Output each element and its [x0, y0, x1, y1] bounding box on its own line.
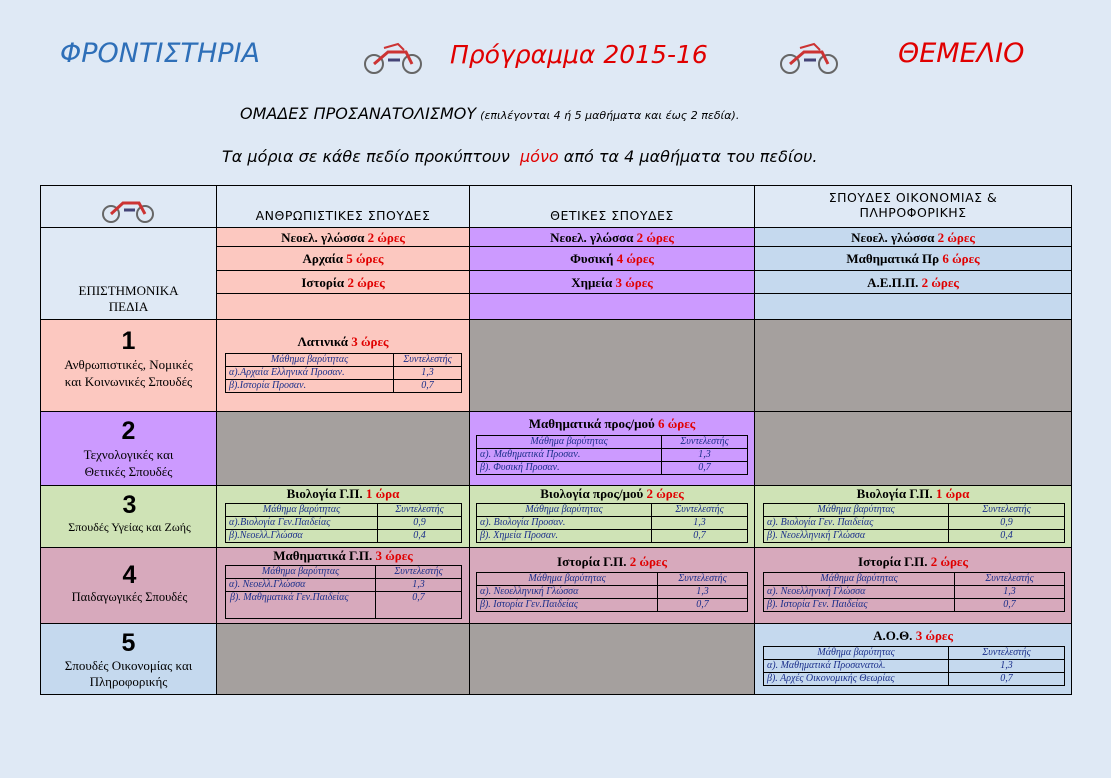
subtitle-groups: ΟΜΑΔΕΣ ΠΡΟΣΑΝΑΤΟΛΙΣΜΟΥ (επιλέγονται 4 ή 5 μαθήματα και έως 2 πεδία). — [240, 104, 740, 123]
weights-table: Μάθημα βαρύτητας Συντελεστής α).Αρχαία Ελληνικά Προσαν. 1,3 β).Ιστορία Προσαν. 0,7 — [225, 353, 462, 393]
subtitle-points: Τα μόρια σε κάθε πεδίο προκύπτουν μόνο από τα 4 μαθήματα του πεδίου. — [222, 147, 818, 166]
core-empty — [469, 293, 755, 320]
field-label: Σπουδές Οικονομίας και Πληροφορικής — [64, 657, 193, 690]
weights-table: Μάθημα βαρύτητας Συντελεστής α). Βιολογία Προσαν. 1,3 β). Χημεία Προσαν. 0,7 — [476, 503, 748, 543]
field-3-humanities: Βιολογία Γ.Π. 1 ώρα Μάθημα βαρύτητας Συντελεστής α).Βιολογία Γεν.Παιδείας 0,9 β).Νεοελλ.Γλώσσα 0,4 — [216, 485, 470, 548]
field-3-sciences: Βιολογία προς/μού 2 ώρες Μάθημα βαρύτητας Συντελεστής α). Βιολογία Προσαν. 1,3 β). Χημεία Προσαν. 0,7 — [469, 485, 755, 548]
col-header-sciences: ΘΕΤΙΚΕΣ ΣΠΟΥΔΕΣ — [469, 185, 755, 228]
empty-cell — [754, 411, 1072, 486]
brand-name: ΘΕΜΕΛΙΟ — [898, 38, 1025, 69]
field-4-economics: Ιστορία Γ.Π. 2 ώρες Μάθημα βαρύτητας Συντελεστής α). Νεοελληνική Γλώσσα 1,3 β). Ιστορία Γεν. Παιδείας 0,7 — [754, 547, 1072, 624]
brand-title: ΦΡΟΝΤΙΣΤΗΡΙΑ — [60, 38, 261, 69]
field-1-humanities: Λατινικά 3 ώρες Μάθημα βαρύτητας Συντελεστής α).Αρχαία Ελληνικά Προσαν. 1,3 β).Ιστορία Προσαν. 0,7 — [216, 319, 470, 412]
field-number: 5 — [121, 629, 136, 657]
motorbike-logo-icon — [770, 38, 848, 76]
field-2-label-cell — [40, 411, 217, 486]
core-subject: Χημεία 3 ώρες — [469, 270, 755, 294]
program-title: Πρόγραμμα 2015-16 — [450, 40, 708, 69]
core-subject: Φυσική 4 ώρες — [469, 246, 755, 271]
field-2-sciences: Μαθηματικά προς/μού 6 ώρες Μάθημα βαρύτητας Συντελεστής α). Μαθηματικά Προσαν. 1,3 β). Φυσική Προσαν. 0,7 — [469, 411, 755, 486]
core-empty — [216, 293, 470, 320]
empty-cell — [469, 623, 755, 695]
field-number: 4 — [122, 561, 137, 589]
weights-table: Μάθημα βαρύτητας Συντελεστής α). Μαθηματικά Προσανατολ. 1,3 β). Αρχές Οικονομικής Θεωρίας 0,7 — [763, 646, 1065, 686]
empty-cell — [754, 319, 1072, 412]
empty-cell — [469, 319, 755, 412]
field-label: Παιδαγωγικές Σπουδές — [71, 589, 188, 604]
empty-cell — [216, 623, 470, 695]
col-header-economics: ΣΠΟΥΔΕΣ ΟΙΚΟΝΟΜΙΑΣ & ΠΛΗΡΟΦΟΡΙΚΗΣ — [754, 185, 1072, 228]
core-subject: Νεοελ. γλώσσα 2 ώρες — [469, 227, 755, 247]
fields-label-cell — [40, 227, 217, 320]
core-subject: Νεοελ. γλώσσα 2 ώρες — [216, 227, 470, 247]
field-1-label-cell — [40, 319, 217, 412]
field-number: 3 — [122, 491, 137, 519]
core-subject: Α.Ε.Π.Π. 2 ώρες — [754, 270, 1072, 294]
field-number: 2 — [121, 417, 136, 445]
weights-table: Μάθημα βαρύτητας Συντελεστής α). Μαθηματικά Προσαν. 1,3 β). Φυσική Προσαν. 0,7 — [476, 435, 748, 475]
empty-cell — [216, 411, 470, 486]
core-subject: Νεοελ. γλώσσα 2 ώρες — [754, 227, 1072, 247]
field-5-label-cell — [40, 623, 217, 695]
core-empty — [754, 293, 1072, 320]
weights-table: Μάθημα βαρύτητας Συντελεστής α). Βιολογία Γεν. Παιδείας 0,9 β). Νεοελληνική Γλώσσα 0,4 — [763, 503, 1065, 543]
field-4-label-cell — [40, 547, 217, 624]
field-3-label-cell — [40, 485, 217, 548]
field-3-economics: Βιολογία Γ.Π. 1 ώρα Μάθημα βαρύτητας Συντελεστής α). Βιολογία Γεν. Παιδείας 0,9 β). Νεοελληνική Γλώσσα 0,4 — [754, 485, 1072, 548]
field-4-sciences: Ιστορία Γ.Π. 2 ώρες Μάθημα βαρύτητας Συντελεστής α). Νεοελληνική Γλώσσα 1,3 β). Ιστορία Γεν.Παιδείας 0,7 — [469, 547, 755, 624]
core-subject: Ιστορία 2 ώρες — [216, 270, 470, 294]
field-label: Ανθρωπιστικές, Νομικές και Κοινωνικές Σπουδές — [64, 356, 193, 390]
fields-label: ΕΠΙΣΤΗΜΟΝΙΚΑ ΠΕΔΙΑ — [78, 283, 179, 314]
field-4-humanities: Μαθηματικά Γ.Π. 3 ώρες Μάθημα βαρύτητας Συντελεστής α). Νεοελλ.Γλώσσα 1,3 β). Μαθηματικά Γεν.Παιδείας 0,7 — [216, 547, 470, 624]
field-5-economics: Α.Ο.Θ. 3 ώρες Μάθημα βαρύτητας Συντελεστής α). Μαθηματικά Προσανατολ. 1,3 β). Αρχές Οικονομικής Θεωρίας 0,7 — [754, 623, 1072, 695]
weights-table: Μάθημα βαρύτητας Συντελεστής α).Βιολογία Γεν.Παιδείας 0,9 β).Νεοελλ.Γλώσσα 0,4 — [225, 503, 462, 543]
weights-table: Μάθημα βαρύτητας Συντελεστής α). Νεοελλ.Γλώσσα 1,3 β). Μαθηματικά Γεν.Παιδείας 0,7 — [225, 565, 462, 619]
field-label: Τεχνολογικές και Θετικές Σπουδές — [83, 446, 174, 480]
core-subject: Μαθηματικά Πρ 6 ώρες — [754, 246, 1072, 271]
motorbike-logo-icon — [354, 38, 432, 76]
col-header-humanities: ΑΝΘΡΩΠΙΣΤΙΚΕΣ ΣΠΟΥΔΕΣ — [216, 185, 470, 228]
field-label: Σπουδές Υγείας και Ζωής — [68, 519, 191, 534]
core-subject: Αρχαία 5 ώρες — [216, 246, 470, 271]
weights-table: Μάθημα βαρύτητας Συντελεστής α). Νεοελληνική Γλώσσα 1,3 β). Ιστορία Γεν. Παιδείας 0,7 — [763, 572, 1065, 612]
field-number: 1 — [121, 327, 136, 355]
corner-cell — [40, 185, 217, 228]
motorbike-logo-icon — [93, 192, 163, 224]
weights-table: Μάθημα βαρύτητας Συντελεστής α). Νεοελληνική Γλώσσα 1,3 β). Ιστορία Γεν.Παιδείας 0,7 — [476, 572, 748, 612]
